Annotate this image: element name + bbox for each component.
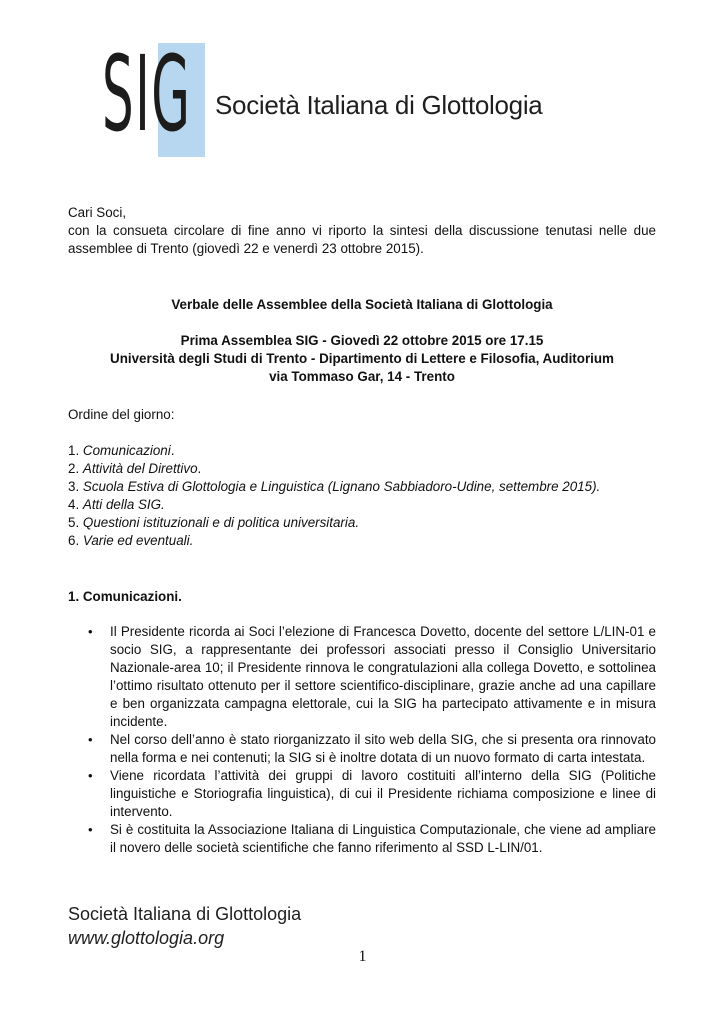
agenda-item-number: 5. (68, 515, 80, 530)
agenda-item-text: Atti della SIG. (82, 497, 165, 512)
agenda-item (68, 532, 656, 550)
salutation: Cari Soci, (68, 205, 127, 220)
agenda-item-number: 2. (68, 461, 80, 476)
agenda-item (68, 460, 656, 478)
agenda-item (68, 514, 656, 532)
agenda-item (68, 442, 656, 460)
meeting-address-line: via Tommaso Gar, 14 - Trento (269, 369, 455, 384)
bullet-icon: • (88, 624, 93, 639)
bullet-text: Viene ricordata l’attività dei gruppi di lavoro costituiti all’interno della SIG (Politiche linguistiche e Storiografia linguistica), di cui il Presidente richiama composizione e linee di intervento. (110, 768, 656, 819)
logo-society-name: Società Italiana di Glottologia (215, 90, 543, 120)
document-body (68, 204, 656, 857)
agenda-item-number: 6. (68, 533, 80, 548)
bullet-icon: • (88, 732, 93, 747)
bullet-text: Nel corso dell’anno è stato riorganizzato il sito web della SIG, che si presenta ora rinnovato nella forma e nei contenuti; la SIG si è inoltre dotata di un nuovo formato di carta intestata. (110, 732, 656, 765)
meeting-info (68, 332, 656, 386)
agenda-item-text: Comunicazioni (82, 443, 171, 458)
agenda-item-text: Varie ed eventuali. (82, 533, 194, 548)
agenda-item-number: 3. (68, 479, 80, 494)
agenda-item-text: Questioni istituzionali e di politica universitaria. (82, 515, 360, 530)
bullet-item (68, 623, 656, 731)
agenda-list (68, 442, 656, 550)
page-number: 1 (358, 948, 367, 965)
bullet-list (68, 623, 656, 857)
bullet-icon: • (88, 768, 93, 783)
document-title: Verbale delle Assemblee della Società Italiana di Glottologia (171, 297, 553, 312)
meeting-date-line: Prima Assemblea SIG - Giovedì 22 ottobre 2015 ore 17.15 (180, 333, 544, 348)
bullet-text: Si è costituita la Associazione Italiana di Linguistica Computazionale, che viene ad ampliare il novero delle società scientifiche che fanno riferimento al SSD L-LIN/01. (110, 822, 656, 855)
agenda-label: Ordine del giorno: (68, 407, 175, 422)
sig-logo (100, 33, 543, 160)
agenda-item-suffix: . (170, 443, 175, 458)
agenda-item-number: 4. (68, 497, 80, 512)
footer-website-link[interactable]: www.glottologia.org (68, 928, 225, 948)
bullet-item (68, 731, 656, 767)
agenda-item (68, 496, 656, 514)
agenda-item-text: Scuola Estiva di Glottologia e Linguistica (Lignano Sabbiadoro-Udine, settembre 2015). (82, 479, 601, 494)
section-title: 1. Comunicazioni. (68, 589, 182, 604)
logo-letters: SIG (102, 33, 192, 155)
intro-paragraph: con la consueta circolare di fine anno vi riporto la sintesi della discussione tenutasi nelle due assemblee di Trento (giovedì 22 e venerdì 23 ottobre 2015). (68, 223, 656, 256)
agenda-item-suffix: . (197, 461, 202, 476)
bullet-item (68, 821, 656, 857)
agenda-item-text: Attività del Direttivo (82, 461, 198, 476)
bullet-text: Il Presidente ricorda ai Soci l’elezione di Francesca Dovetto, docente del settore L/LIN-01 e socio SIG, a rappresentante dei professori associati presso il Consiglio Universitario Nazionale-area 10; il Presidente rinnova le congratulazioni alla collega Dovetto, e sottolinea l’ottimo risultato ottenuto per il settore scientifico-disciplinare, grazie anche ad una capillare e ben organizzata campagna elettorale, cui la SIG ha partecipato attivamente e in misura incidente. (110, 624, 656, 729)
bullet-icon: • (88, 822, 93, 837)
bullet-item (68, 767, 656, 821)
agenda-item (68, 478, 656, 496)
footer-society-name: Società Italiana di Glottologia (68, 904, 302, 924)
agenda-item-number: 1. (68, 443, 80, 458)
meeting-venue-line: Università degli Studi di Trento - Dipartimento di Lettere e Filosofia, Auditorium (110, 351, 614, 366)
